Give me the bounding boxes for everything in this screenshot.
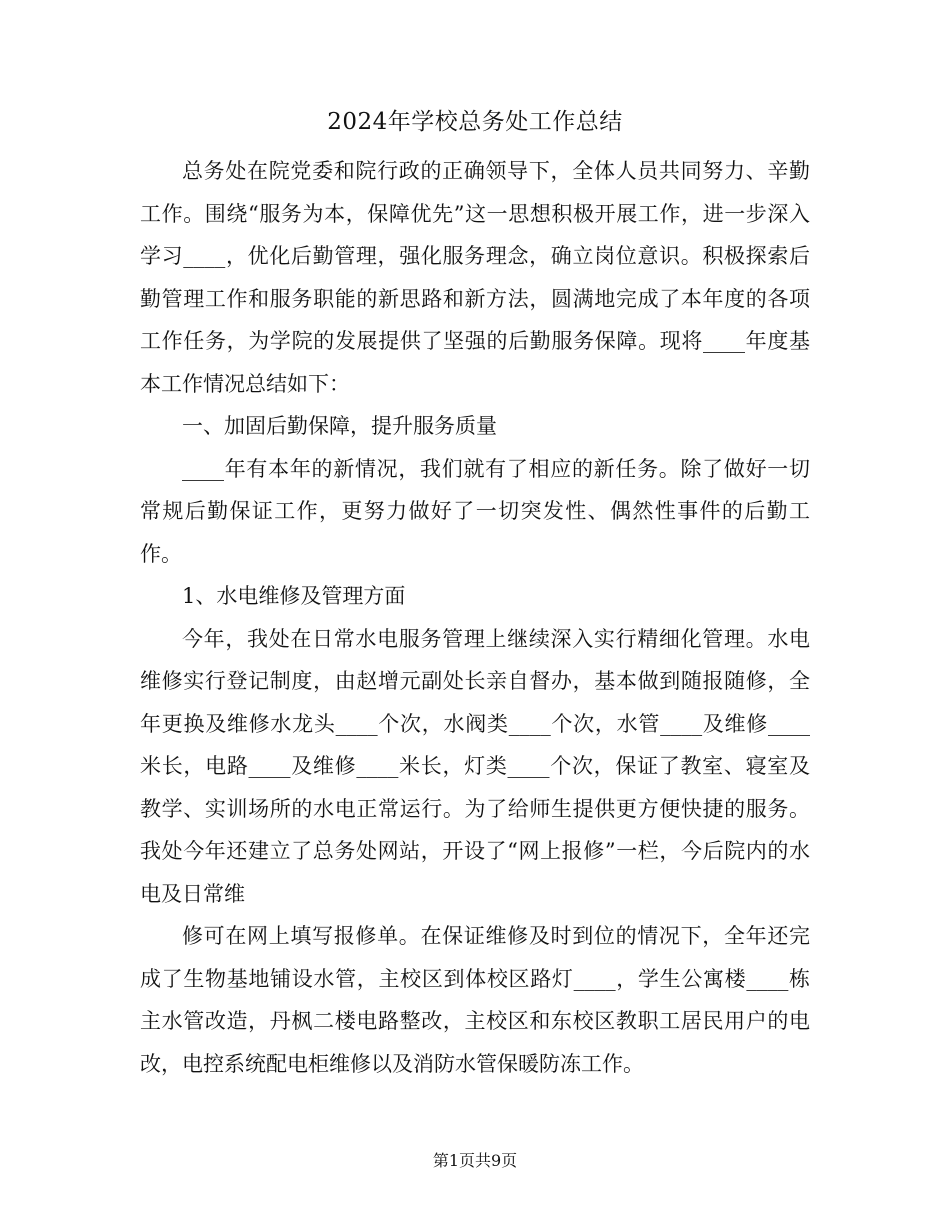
paragraph-section-1: ____年有本年的新情况，我们就有了相应的新任务。除了做好一切常规后勤保证工作，更努力做好了一切突发性、偶然性事件的后勤工作。 bbox=[140, 456, 810, 566]
paragraph-intro: 总务处在院党委和院行政的正确领导下，全体人员共同努力、辛勤工作。围绕“服务为本，保障优先”这一思想积极开展工作，进一步深入学习____，优化后勤管理，强化服务理念，确立岗位意识。积极探索后勤管理工作和服务职能的新思路和新方法，圆满地完成了本年度的各项工作任务，为学院的发展提供了坚强的后勤服务保障。现将____年度基本工作情况总结如下： bbox=[140, 159, 810, 396]
page-number-footer: 第1页共9页 bbox=[432, 1151, 518, 1170]
section-heading-1: 一、加固后勤保障，提升服务质量 bbox=[182, 414, 497, 438]
document-title: 2024年学校总务处工作总结 bbox=[327, 109, 623, 135]
subsection-heading-1: 1、水电维修及管理方面 bbox=[182, 584, 406, 608]
paragraph-maintenance: 今年，我处在日常水电服务管理上继续深入实行精细化管理。水电维修实行登记制度，由赵增元副处长亲自督办，基本做到随报随修，全年更换及维修水龙头____个次，水阀类____个次，水管____及维修____米长，电路____及维修____米长，灯类____个次，保证了教室、寝室及教学、实训场所的水电正常运行。为了给师生提供更方便快捷的服务。我处今年还建立了总务处网站，开设了“网上报修”一栏，今后院内的水电及日常维 bbox=[140, 626, 810, 906]
paragraph-maintenance-continued: 修可在网上填写报修单。在保证维修及时到位的情况下，全年还完成了生物基地铺设水管，主校区到体校区路灯____，学生公寓楼____栋主水管改造，丹枫二楼电路整改，主校区和东校区教职工居民用户的电改，电控系统配电柜维修以及消防水管保暖防冻工作。 bbox=[140, 924, 810, 1076]
